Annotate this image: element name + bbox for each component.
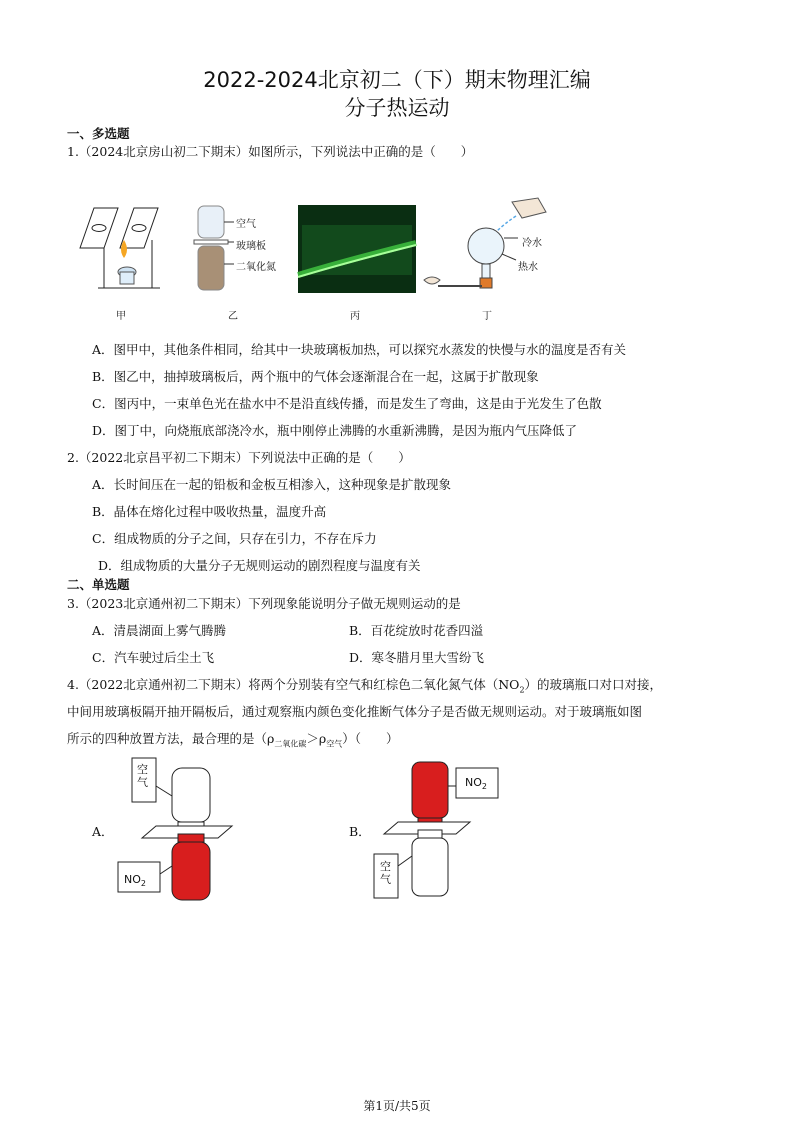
q4-figure-a-air-label: 空气	[137, 763, 148, 789]
figure-ding-caption: 丁	[482, 311, 492, 322]
q2-option-d: D．组成物质的大量分子无规则运动的剧烈程度与温度有关	[98, 558, 421, 573]
q4-figure-b-air-label: 空气	[380, 860, 391, 886]
page-subtitle: 分子热运动	[344, 96, 450, 120]
q1-option-a: A．图甲中，其他条件相同，给其中一块玻璃板加热，可以探究水蒸发的快慢与水的温度是否有关	[92, 342, 627, 357]
figure-yi-caption: 乙	[228, 311, 238, 322]
figure-yi-label-air: 空气	[236, 219, 256, 230]
q4-option-a-label: A．	[92, 824, 114, 839]
q2-option-b: B．晶体在熔化过程中吸收热量，温度升高	[92, 504, 327, 519]
figure-jia-caption: 甲	[116, 311, 126, 322]
question-1-stem: 1.（2024北京房山初二下期末）如图所示，下列说法中正确的是（ ）	[67, 144, 474, 159]
figure-yi-label-glass: 玻璃板	[236, 241, 266, 252]
q3-option-c: C．汽车驶过后尘土飞	[92, 650, 215, 665]
question-4-line1: 4.（2022北京通州初二下期末）将两个分别装有空气和红棕色二氧化氮气体$(NO_2)$的玻璃瓶口对口对接，	[67, 677, 663, 695]
q2-option-a: A．长时间压在一起的铅板和金板互相渗入，这种现象是扩散现象	[92, 477, 452, 492]
q4-figure-a-no2-label: $NO_2$	[124, 873, 146, 889]
question-4-line3: 所示的四种放置方法，最合理的是$(\rho_{二氧化碳}>\rho_{空气})$（ ）	[67, 731, 399, 749]
question-4-line2: 中间用玻璃板隔开抽开隔板后，通过观察瓶内颜色变化推断气体分子是否做无规则运动。对于玻璃瓶如图	[67, 704, 643, 719]
figure-bing	[298, 205, 416, 293]
question-2-stem: 2.（2022北京昌平初二下期末）下列说法中正确的是（ ）	[67, 450, 411, 465]
section-multi-choice: 一、多选题	[67, 126, 130, 141]
figure-ding-label-cold: 冷水	[522, 238, 542, 249]
page-title: 2022-2024北京初二（下）期末物理汇编	[203, 68, 591, 92]
q3-option-d: D．寒冬腊月里大雪纷飞	[349, 650, 485, 665]
q1-option-b: B．图乙中，抽掉玻璃板后，两个瓶中的气体会逐渐混合在一起，这属于扩散现象	[92, 369, 539, 384]
figure-ding	[424, 194, 554, 304]
q3-option-b: B．百花绽放时花香四溢	[349, 623, 484, 638]
page-footer: 第1页/共5页	[363, 1099, 431, 1113]
q1-option-d: D．图丁中，向烧瓶底部浇冷水，瓶中刚停止沸腾的水重新沸腾，是因为瓶内气压降低了	[92, 423, 578, 438]
q2-option-c: C．组成物质的分子之间，只存在引力，不存在斥力	[92, 531, 377, 546]
q3-option-a: A．清晨湖面上雾气腾腾	[92, 623, 227, 638]
section-single-choice: 二、单选题	[67, 577, 130, 592]
q1-option-c: C．图丙中，一束单色光在盐水中不是沿直线传播，而是发生了弯曲，这是由于光发生了色散	[92, 396, 602, 411]
figure-bing-caption: 丙	[350, 311, 360, 322]
question-3-stem: 3.（2023北京通州初二下期末）下列现象能说明分子做无规则运动的是	[67, 596, 461, 611]
q4-option-b-label: B．	[349, 824, 371, 839]
figure-yi-label-no2: 二氧化氮	[236, 262, 276, 273]
figure-ding-label-hot: 热水	[518, 262, 538, 273]
figure-jia	[80, 200, 170, 305]
q4-figure-b-no2-label: $NO_2$	[465, 776, 487, 792]
